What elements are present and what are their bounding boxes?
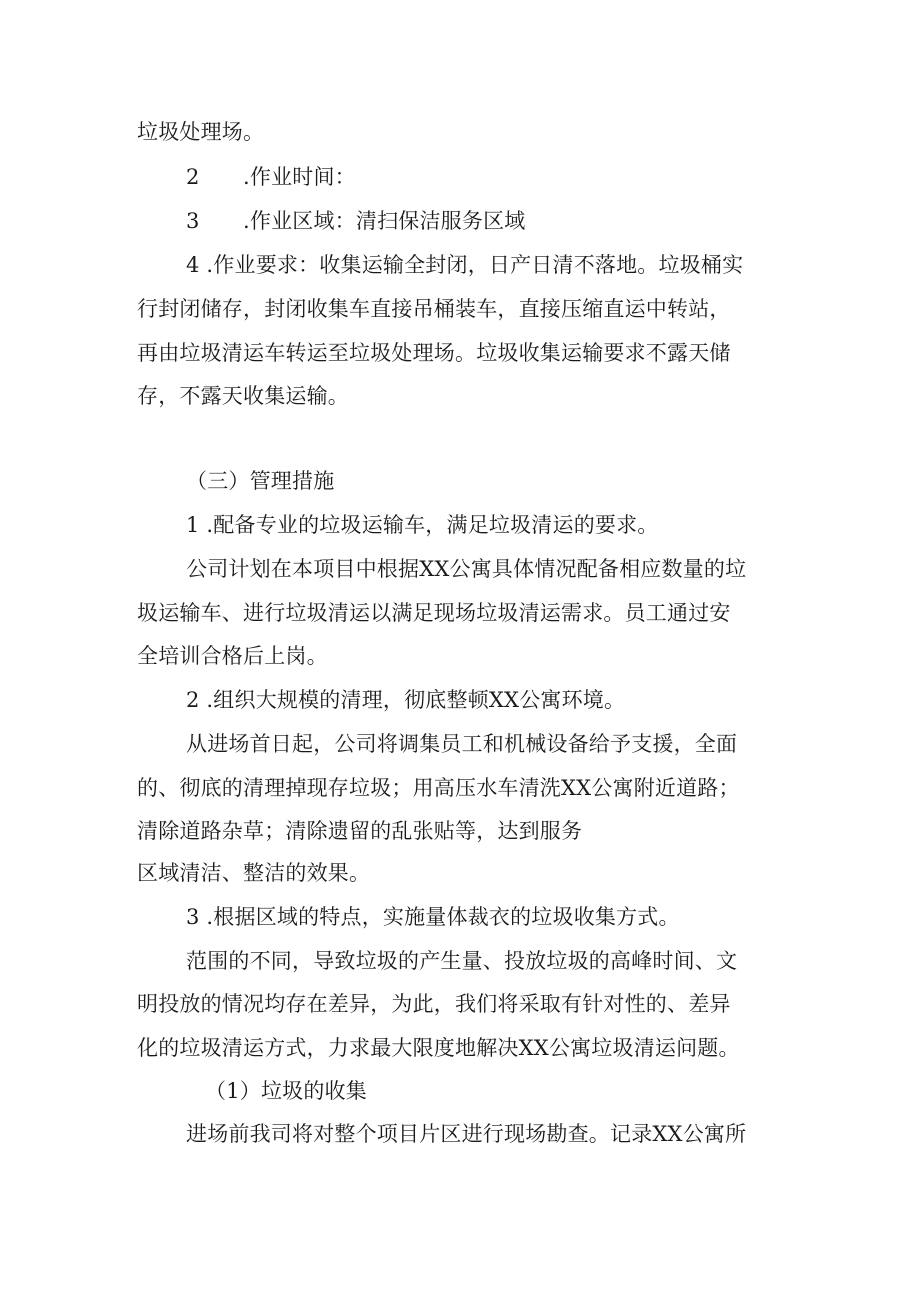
text-line: 进场前我司将对整个项目片区进行现场勘查。记录XX公寓所 [186,1122,747,1146]
text-line: 从进场首日起，公司将调集员工和机械设备给予支援，全面 [186,732,738,756]
text-line: 全培训合格后上岗。 [137,644,328,668]
text-line: 4 .作业要求：收集运输全封闭，日产日清不落地。垃圾桶实 [186,253,744,277]
text-line: 3 .根据区域的特点，实施量体裁衣的垃圾收集方式。 [186,905,680,929]
text-line: 2 .组织大规模的清理，彻底整顿XX公寓环境。 [186,688,626,712]
text-line: 圾运输车、进行垃圾清运以满足现场垃圾清运需求。员工通过安 [137,601,731,625]
text-line: 垃圾处理场。 [137,120,265,144]
text-line: .作业时间： [243,165,356,189]
text-line: 区域清洁、整洁的效果。 [137,861,371,885]
text-line: 明投放的情况均存在差异，为此，我们将采取有针对性的、差异 [137,992,731,1016]
list-number: 3 [186,209,200,233]
text-line: .作业区域：清扫保洁服务区域 [243,209,526,233]
text-line: 范围的不同，导致垃圾的产生量、投放垃圾的高峰时间、文 [186,949,738,973]
text-line: 1 .配备专业的垃圾运输车，满足垃圾清运的要求。 [186,513,659,537]
section-heading: （三）管理措施 [186,469,335,493]
text-line: 清除道路杂草；清除遗留的乱张贴等，达到服务 [137,819,583,843]
text-line: 公司计划在本项目中根据XX公寓具体情况配备相应数量的垃 [186,557,747,581]
list-number: 2 [186,165,200,189]
text-line: 存，不露天收集运输。 [137,384,349,408]
text-line: 再由垃圾清运车转运至垃圾处理场。垃圾收集运输要求不露天储 [137,341,731,365]
text-line: 的、彻底的清理掉现存垃圾；用高压水车清洗XX公寓附近道路； [137,776,740,800]
text-line: 化的垃圾清运方式，力求最大限度地解决XX公寓垃圾清运问题。 [137,1036,740,1060]
subsection-heading: （1）垃圾的收集 [205,1079,367,1103]
text-line: 行封闭储存，封闭收集车直接吊桶装车，直接压缩直运中转站， [137,297,731,321]
